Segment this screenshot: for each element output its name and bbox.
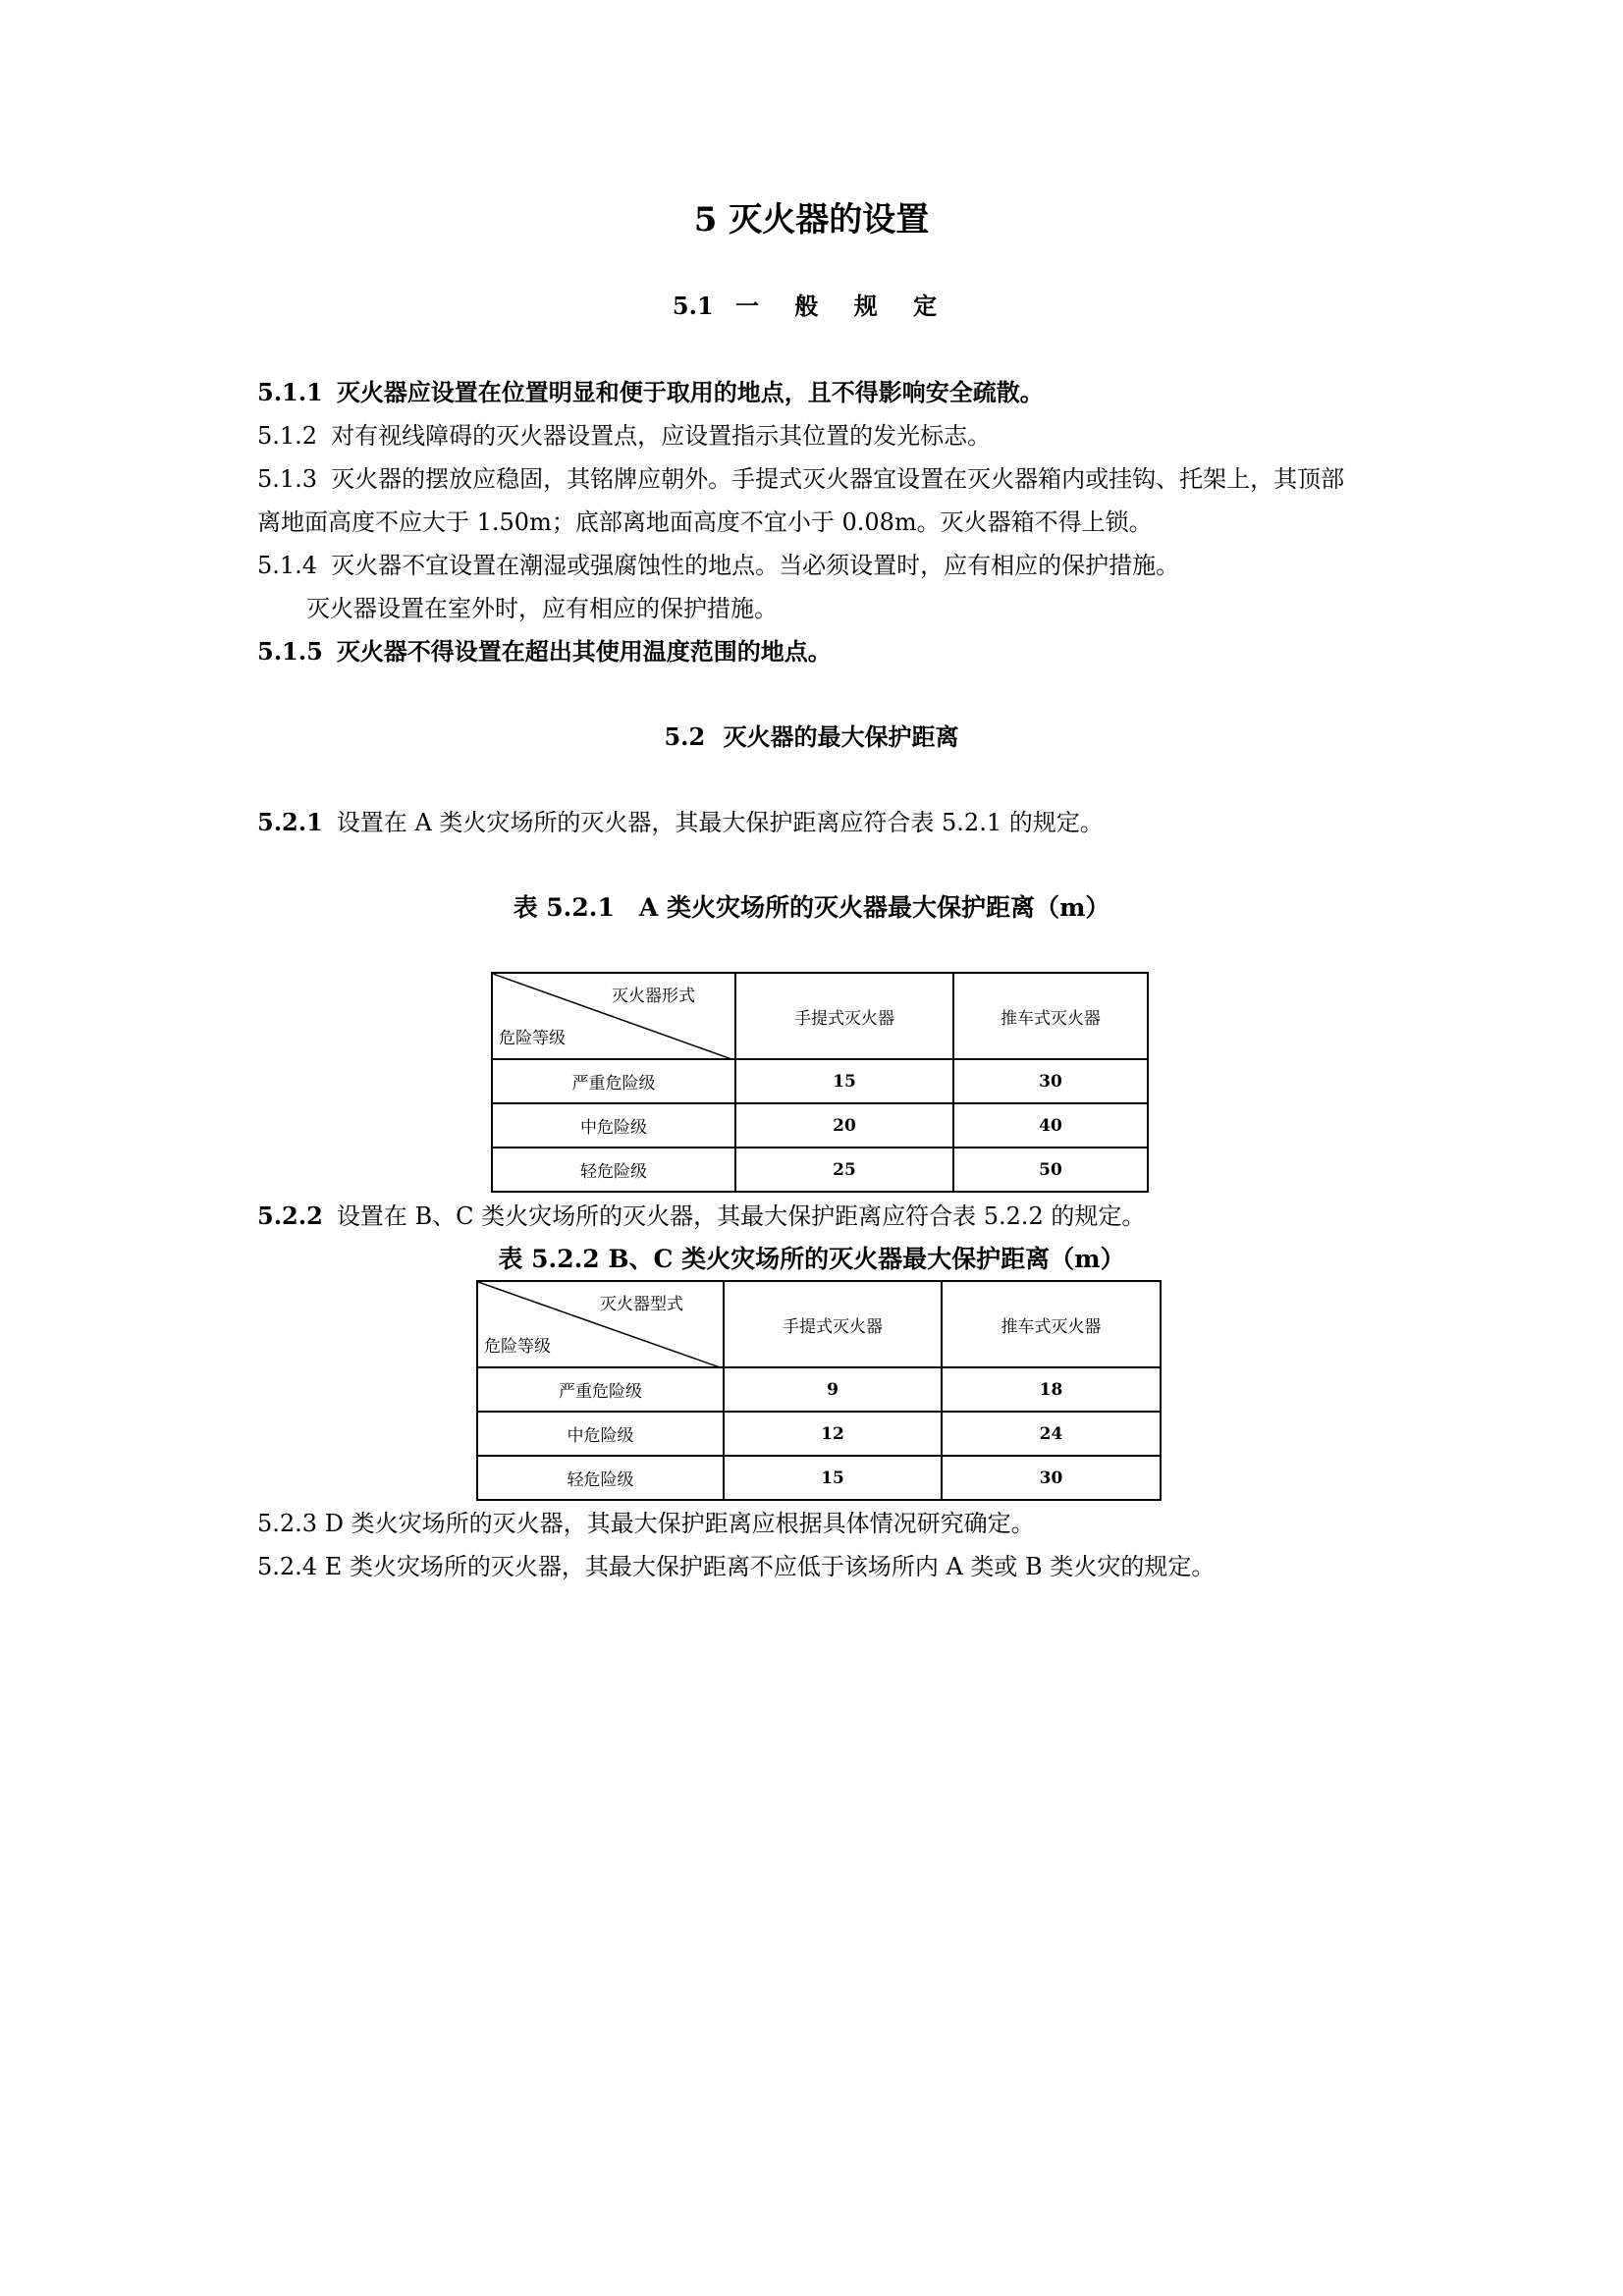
table-row	[477, 1367, 1161, 1412]
chapter-title: 5 灭火器的设置	[693, 200, 930, 240]
clause-text: 设置在 B、C 类火灾场所的灭火器，其最大保护距离应符合表 5.2.2 的规定。	[336, 1202, 1146, 1230]
cell-value: 15	[735, 1059, 953, 1103]
table-row	[492, 1059, 1148, 1103]
table-5-2-1-caption: 表 5.2.1 A 类火灾场所的灭火器最大保护距离（m）	[513, 893, 1110, 922]
cell-value: 18	[942, 1367, 1161, 1412]
section-title: 一 般 规 定	[735, 292, 951, 320]
cell-value: 25	[735, 1148, 953, 1192]
cell-value: 15	[724, 1456, 942, 1500]
column-header: 手提式灭火器	[724, 1281, 942, 1367]
table-row	[492, 1103, 1148, 1148]
table-row	[477, 1412, 1161, 1456]
clause-number: 5.1.1	[257, 378, 323, 406]
corner-bottom-label: 危险等级	[484, 1337, 551, 1357]
cell-value: 24	[942, 1412, 1161, 1456]
clause-text: 灭火器的摆放应稳固，其铭牌应朝外。手提式灭火器宜设置在灭火器箱内或挂钩、托架上，其顶部	[331, 465, 1345, 493]
clause-number: 5.1.2	[257, 422, 318, 450]
clause-text: 灭火器不得设置在超出其使用温度范围的地点。	[336, 637, 832, 666]
clause-number: 5.1.4	[257, 552, 318, 579]
clause-5-2-4: 5.2.4 E 类火灾场所的灭火器，其最大保护距离不应低于该场所内 A 类或 B 类火灾的规定。	[257, 1553, 1216, 1580]
cell-value: 9	[724, 1367, 942, 1412]
table-corner-cell	[492, 973, 735, 1059]
clause-text: 灭火器不宜设置在潮湿或强腐蚀性的地点。当必须设置时，应有相应的保护措施。	[331, 552, 1180, 579]
corner-top-label: 灭火器形式	[612, 987, 695, 1006]
row-label: 中危险级	[477, 1412, 724, 1456]
clause-5-1-2	[257, 421, 991, 451]
row-label: 严重危险级	[477, 1367, 724, 1412]
corner-top-label: 灭火器型式	[600, 1295, 683, 1314]
row-label: 轻危险级	[477, 1456, 724, 1500]
row-label: 轻危险级	[492, 1148, 735, 1192]
clause-5-1-3	[257, 464, 1344, 494]
table-row	[492, 1148, 1148, 1192]
section-number: 5.1	[672, 292, 714, 320]
table-5-2-2-caption: 表 5.2.2 B、C 类火灾场所的灭火器最大保护距离（m）	[498, 1245, 1125, 1273]
clause-text: 灭火器应设置在位置明显和便于取用的地点，且不得影响安全疏散。	[336, 378, 1044, 406]
clause-5-2-1	[257, 808, 1104, 837]
clause-number: 5.2.1	[257, 808, 323, 836]
column-header: 手提式灭火器	[735, 973, 953, 1059]
section-5-2-heading	[0, 722, 1623, 752]
clause-5-1-5	[257, 637, 832, 667]
cell-value: 12	[724, 1412, 942, 1456]
corner-bottom-label: 危险等级	[499, 1029, 566, 1048]
cell-value: 20	[735, 1103, 953, 1148]
clause-5-2-2	[257, 1201, 1145, 1231]
section-5-1-heading	[0, 292, 1623, 321]
clause-number: 5.2.2	[257, 1201, 323, 1230]
clause-5-1-1	[257, 378, 1044, 407]
table-corner-cell	[477, 1281, 724, 1367]
section-title: 灭火器的最大保护距离	[723, 722, 959, 751]
clause-text: 对有视线障碍的灭火器设置点，应设置指示其位置的发光标志。	[331, 422, 992, 450]
section-number: 5.2	[664, 722, 706, 751]
clause-5-2-3: 5.2.3 D 类火灾场所的灭火器，其最大保护距离应根据具体情况研究确定。	[257, 1510, 1035, 1537]
table-row	[477, 1456, 1161, 1500]
clause-number: 5.1.5	[257, 637, 323, 666]
table-5-2-1	[491, 972, 1149, 1193]
table-5-2-2	[476, 1280, 1162, 1501]
column-header: 推车式灭火器	[942, 1281, 1161, 1367]
row-label: 中危险级	[492, 1103, 735, 1148]
cell-value: 50	[953, 1148, 1148, 1192]
clause-5-1-4	[257, 551, 1179, 580]
clause-5-1-4-continued: 灭火器设置在室外时，应有相应的保护措施。	[306, 595, 778, 622]
clause-5-1-3-continued: 离地面高度不应大于 1.50m；底部离地面高度不宜小于 0.08m。灭火器箱不得上锁。	[257, 508, 1153, 536]
clause-text: 设置在 A 类火灾场所的灭火器，其最大保护距离应符合表 5.2.1 的规定。	[336, 809, 1104, 836]
clause-number: 5.1.3	[257, 465, 318, 493]
cell-value: 40	[953, 1103, 1148, 1148]
cell-value: 30	[942, 1456, 1161, 1500]
column-header: 推车式灭火器	[953, 973, 1148, 1059]
row-label: 严重危险级	[492, 1059, 735, 1103]
cell-value: 30	[953, 1059, 1148, 1103]
